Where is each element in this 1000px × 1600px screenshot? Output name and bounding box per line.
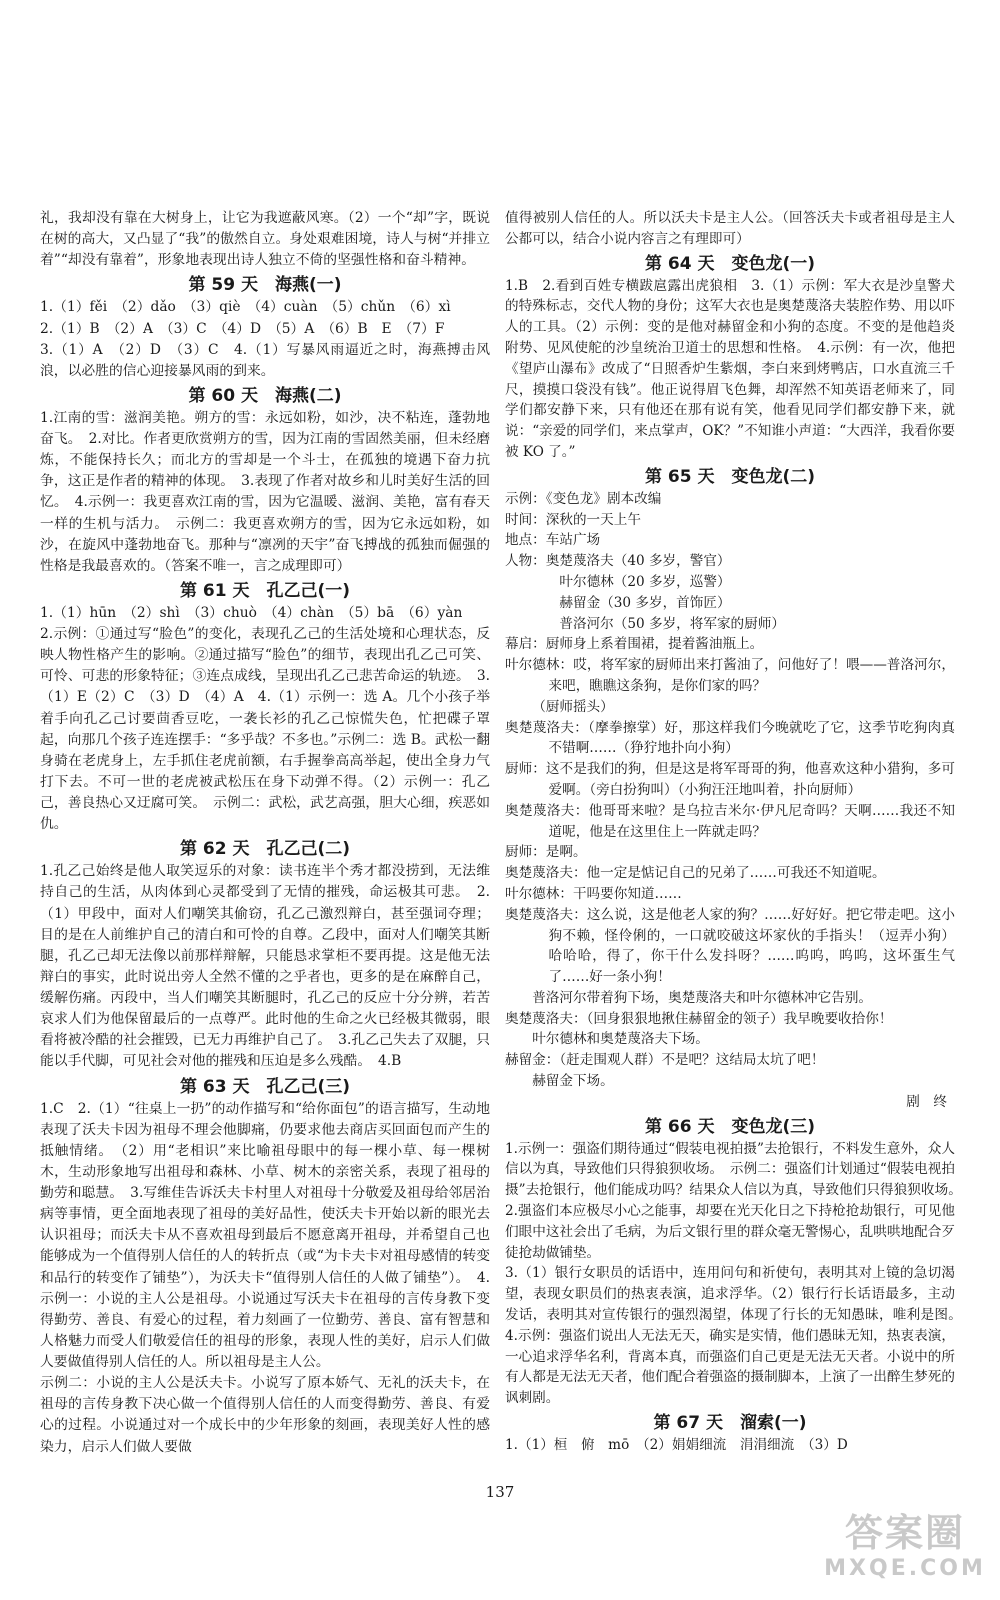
answer-paragraph: 幕启：厨师身上系着围裙，提着酱油瓶上。 — [505, 636, 764, 653]
answer-paragraph: 1.（1）hūn （2）shì （3）chuò （4）chàn （5）bā （6）yàn — [40, 604, 463, 621]
section-heading: 第 65 天 变色龙(二) — [644, 466, 816, 487]
answer-paragraph: 1.B 2.看到百姓专横跋扈露出虎狼相 3.（1）示例：军大衣是沙皇警犬的特殊标志，交代人物的身份；这军大衣也是奥楚蔑洛夫装腔作势、用以吓人的工具。（2）示例：变的是他对赫留金和小狗的态度。不变的是他趋炎附势、见风使舵的沙皇统治卫道士的思想和性格。 4.示例：有一次，他把《望庐山瀑布》改成了“日照香炉生紫烟，李白来到烤鸭店，口水直流三千尺，摸摸口袋没有钱”。他正说得眉飞色舞，却浑然不知英语老师来了，同学们都安静下来，只有他还在那有说有笑，他看见同学们都安静下来，就说：“亲爱的同学们，来点掌声，OK？”不知谁小声道：“大西洋，我看你要被 KO 了。” — [505, 277, 955, 460]
answer-paragraph: （厨师摇头） — [532, 698, 614, 715]
left-column — [40, 208, 490, 1458]
page-number: 137 — [485, 1483, 515, 1501]
answer-paragraph: 1.孔乙己始终是他人取笑逗乐的对象：读书连半个秀才都没捞到，无法维持自己的生活，从肉体到心灵都受到了无情的摧残，命运极其可悲。 2.（1）甲段中，面对人们嘲笑其偷窃，孔乙己激烈辩白，甚至强词夺理；目的是在人前维护自己的清白和可怜的自尊。乙段中，面对人们嘲笑其断腿，孔乙己却无法像以前那样辩解，只能恳求掌柜不要再提。这是他无法辩白的事实，此时说出旁人全然不懂的之乎者也，更多的是在麻醉自己，缓解伤痛。丙段中，当人们嘲笑其断腿时，孔乙己的反应十分分辨，若苦哀求人们为他保留最后的一点尊严。此时他的生命之火已经极其微弱，眼看将被冷酷的社会摧毁，已无力再维护自己了。 3.孔乙己失去了双腿，只能以手代脚，可见社会对他的摧残和压迫是多么残酷。 4.B — [40, 863, 490, 1070]
answer-paragraph: 1.示例一：强盗们期待通过“假装电视拍摄”去抢银行，不料发生意外，众人信以为真，导致他们只得狼狈收场。 示例二：强盗们计划通过“假装电视拍摄”去抢银行，他们能成功吗？结果众人信以为真，导致他们只得狼狈收场。 2.强盗们本应极尽小心之能事，却要在光天化日之下持枪抢劫银行，可见他们眼中这社会出了毛病，为后文银行里的群众毫无警惕心，乱哄哄地配合歹徒抢劫做铺垫。 — [505, 1140, 969, 1261]
answer-paragraph: 剧 终 — [906, 1093, 947, 1110]
answer-paragraph: 叶尔德林和奥楚蔑洛夫下场。 — [532, 1031, 709, 1048]
answer-paragraph: 厨师：是啊。 — [505, 844, 587, 861]
section-heading: 第 62 天 孔乙己(二) — [179, 839, 351, 860]
answer-paragraph: 赫留金下场。 — [532, 1073, 614, 1090]
answer-paragraph: 值得被别人信任的人。所以沃夫卡是主人公。（回答沃夫卡或者祖母是主人公都可以，结合小说内容言之有理即可） — [505, 210, 955, 247]
answer-paragraph: 1.（1）fěi （2）dǎo （3）qiè （4）cuàn （5）chǔn （6）xì — [40, 299, 451, 316]
section-heading: 第 64 天 变色龙(一) — [644, 253, 816, 274]
answer-paragraph: 奥楚蔑洛夫：（摩拳擦掌）好，那这样我们今晚就吃了它，这季节吃狗肉真不错啊……（狰狞地扑向小狗） — [505, 719, 955, 757]
answer-paragraph: 地点：车站广场 — [505, 532, 601, 549]
answer-paragraph: 普洛河尔带着狗下场，奥楚蔑洛夫和叶尔德林冲它告别。 — [532, 989, 873, 1006]
answer-paragraph: 示例：《变色龙》剧本改编 — [505, 490, 662, 507]
answer-paragraph: 时间：深秋的一天上午 — [505, 511, 641, 528]
answer-paragraph: 赫留金：（赶走围观人群）不是吧？这结局太坑了吧！ — [505, 1052, 825, 1069]
answer-paragraph: 示例二：小说的主人公是沃夫卡。小说写了原本娇气、无礼的沃夫卡，在祖母的言传身教下决心做一个值得别人信任的人而变得勤劳、善良、有爱心的过程。小说通过对一个成长中的少年形象的刻画，表现美好人性的感染力，启示人们做人要做 — [40, 1375, 490, 1455]
answer-paragraph: 叶尔德林：哎，将军家的厨师出来打酱油了，问他好了！喂——普洛河尔，来吧，瞧瞧这条狗，是你们家的吗？ — [505, 657, 955, 694]
section-heading: 第 59 天 海燕(一) — [188, 275, 342, 296]
section-heading: 第 61 天 孔乙己(一) — [179, 580, 351, 601]
right-column — [505, 208, 969, 1456]
section-heading: 第 67 天 溜索(一) — [653, 1413, 807, 1434]
watermark-title: 答案圈 — [844, 1511, 965, 1555]
answer-paragraph: 3.（1）银行女职员的话语中，连用问句和祈使句，表明其对上镜的急切渴望，表现女职员们的热衷表演，追求浮华。（2）银行行长话语最多，主动发话，表明其对宣传银行的强烈渴望，体现了行长的无知愚昧，唯利是图。 4.示例：强盗们说出人无法无天，确实是实情，他们愚昧无知，热衷表演，一心追求浮华名利，背离本真，而强盗们自己更是无法无天者。小说中的所有人都是无法无天者，他们配合着强盗的摄制脚本，上演了一出醉生梦死的讽刺剧。 — [505, 1265, 969, 1407]
section-heading: 第 60 天 海燕(二) — [188, 385, 342, 406]
answer-paragraph: 奥楚蔑洛夫：这么说，这是他老人家的狗？……好好好。把它带走吧。这小狗不赖，怪伶俐的，一口就咬破这坏家伙的手指头！（逗弄小狗）哈哈哈，得了，你干什么发抖呀？……呜呜，呜呜，这坏蛋生气了……好一条小狗！ — [505, 906, 955, 986]
answer-paragraph: 赫留金（30 多岁，首饰匠） — [559, 594, 731, 611]
watermark-domain: MXQE.COM — [824, 1556, 986, 1581]
answer-paragraph: 奥楚蔑洛夫：他哥哥来啦？是乌拉吉米尔·伊凡尼奇吗？天啊……我还不知道呢，他是在这里住上一阵就走吗？ — [505, 802, 955, 840]
answer-paragraph: 2.（1）B （2）A （3）C （4）D （5）A （6）B E （7）F — [40, 320, 445, 337]
answer-paragraph: 1.C 2.（1）“往桌上一扔”的动作描写和“给你面包”的语言描写，生动地表现了沃夫卡因为祖母不理会他脚痛，仍要求他去商店买回面包而产生的抵触情绪。 （2）用“老相识”来比喻祖母眼中的每一棵小草、每一棵树木，生动形象地写出祖母和森林、小草、树木的亲密关系，表现了祖母的勤劳和聪慧。 3.写维佳告诉沃夫卡村里人对祖母十分敬爱及祖母给邻居治病等事情，更全面地表现了祖母的美好品性，使沃夫卡开始以新的眼光去认识祖母；而沃夫卡从不喜欢祖母到最后不愿意离开祖母，并希望自己也能够成为一个值得别人信任的人的转折点（或“为卡夫卡对祖母感情的转变和品行的转变作了铺垫”），为沃夫卡“值得别人信任的人做了铺垫”）。 4.示例一：小说的主人公是祖母。小说通过写沃夫卡在祖母的言传身教下变得勤劳、善良、有爱心的过程，着力刻画了一位勤劳、善良、富有智慧和人格魅力而受人们敬爱信任的祖母的形象，表现人性的美好，启示人们做人要做值得别人信任的人。所以祖母是主人公。 — [40, 1100, 490, 1370]
watermark-logo — [820, 1510, 990, 1592]
answer-paragraph: 1.江南的雪：滋润美艳。朔方的雪：永远如粉，如沙，决不粘连，蓬勃地奋飞。 2.对比。作者更欣赏朔方的雪，因为江南的雪固然美丽，但未经磨炼，不能保持长久；而北方的雪却是一个斗士，在孤独的境遇下奋力抗争，这正是作者的精神的体现。 3.表现了作者对故乡和儿时美好生活的回忆。 4.示例一：我更喜欢江南的雪，因为它温暖、滋润、美艳，富有春天一样的生机与活力。 示例二：我更喜欢朔方的雪，因为它永远如粉，如沙，在旋风中蓬勃地奋飞。那种与“凛冽的天宇”奋飞搏战的孤独而倔强的性格是我最喜欢的。（答案不唯一，言之成理即可） — [40, 409, 490, 574]
answer-paragraph: 奥楚蔑洛夫：（回身狠狠地揪住赫留金的领子）我早晚要收拾你！ — [505, 1010, 893, 1027]
answer-paragraph: 礼，我却没有靠在大树身上，让它为我遮蔽风寒。（2）一个“却”字，既说在树的高大，又凸显了“我”的傲然自立。身处艰难困境，诗人与树“并排立着”“却没有靠着”，形象地表现出诗人独立不倚的坚强性格和奋斗精神。 — [40, 210, 490, 269]
answer-paragraph: 普洛河尔（50 多岁，将军家的厨师） — [559, 615, 785, 632]
answer-paragraph: 2.示例：①通过写“脸色”的变化，表现孔乙己的生活处境和心理状态，反映人物性格产生的影响。②通过描写“脸色”的细节，表现出孔乙己可笑、可怜、可悲的形象特征；③连点成线，呈现出孔乙己悲苦命运的轨迹。 3.（1）E（2）C （3）D （4）A 4.（1）示例一：选 A。几个小孩子举着手向孔乙己讨要茴香豆吃，一袭长衫的孔乙己惊慌失色，忙把碟子罩起，向那几个孩子连连摆手：“多乎哉？不多也。”示例二：选 B。武松一翻身骑在老虎身上，左手抓住老虎前额，右手握拳高高举起，使出全身力气打下去。不可一世的老虎被武松压在身下动弹不得。（2）示例一：孔乙己，善良热心又迂腐可笑。 示例二：武松，武艺高强，胆大心细，疾恶如仇。 — [40, 626, 490, 833]
answer-paragraph: 1.（1）桓 俯 mō （2）娟娟细流 涓涓细流 （3）D — [505, 1437, 848, 1454]
answer-paragraph: 奥楚蔑洛夫：他一定是惦记自己的兄弟了……可我还不知道呢。 — [505, 865, 886, 882]
answer-paragraph: 叶尔德林：干吗要你知道…… — [505, 885, 682, 902]
section-heading: 第 63 天 孔乙己(三) — [179, 1076, 351, 1097]
section-heading: 第 66 天 变色龙(三) — [644, 1116, 816, 1137]
answer-paragraph: 厨师：这不是我们的狗，但是这是将军哥哥的狗，他喜欢这种小猎狗，多可爱啊。（旁白扮狗叫）（小狗汪汪地叫着，扑向厨师） — [505, 761, 955, 798]
answer-paragraph: 3.（1）A （2）D （3）C 4.（1）写暴风雨逼近之时，海燕搏击风浪，以必胜的信心迎接暴风雨的到来。 — [40, 341, 490, 379]
answer-paragraph: 人物：奥楚蔑洛夫（40 多岁，警官） — [505, 553, 731, 570]
answer-paragraph: 叶尔德林（20 多岁，巡警） — [559, 573, 731, 590]
